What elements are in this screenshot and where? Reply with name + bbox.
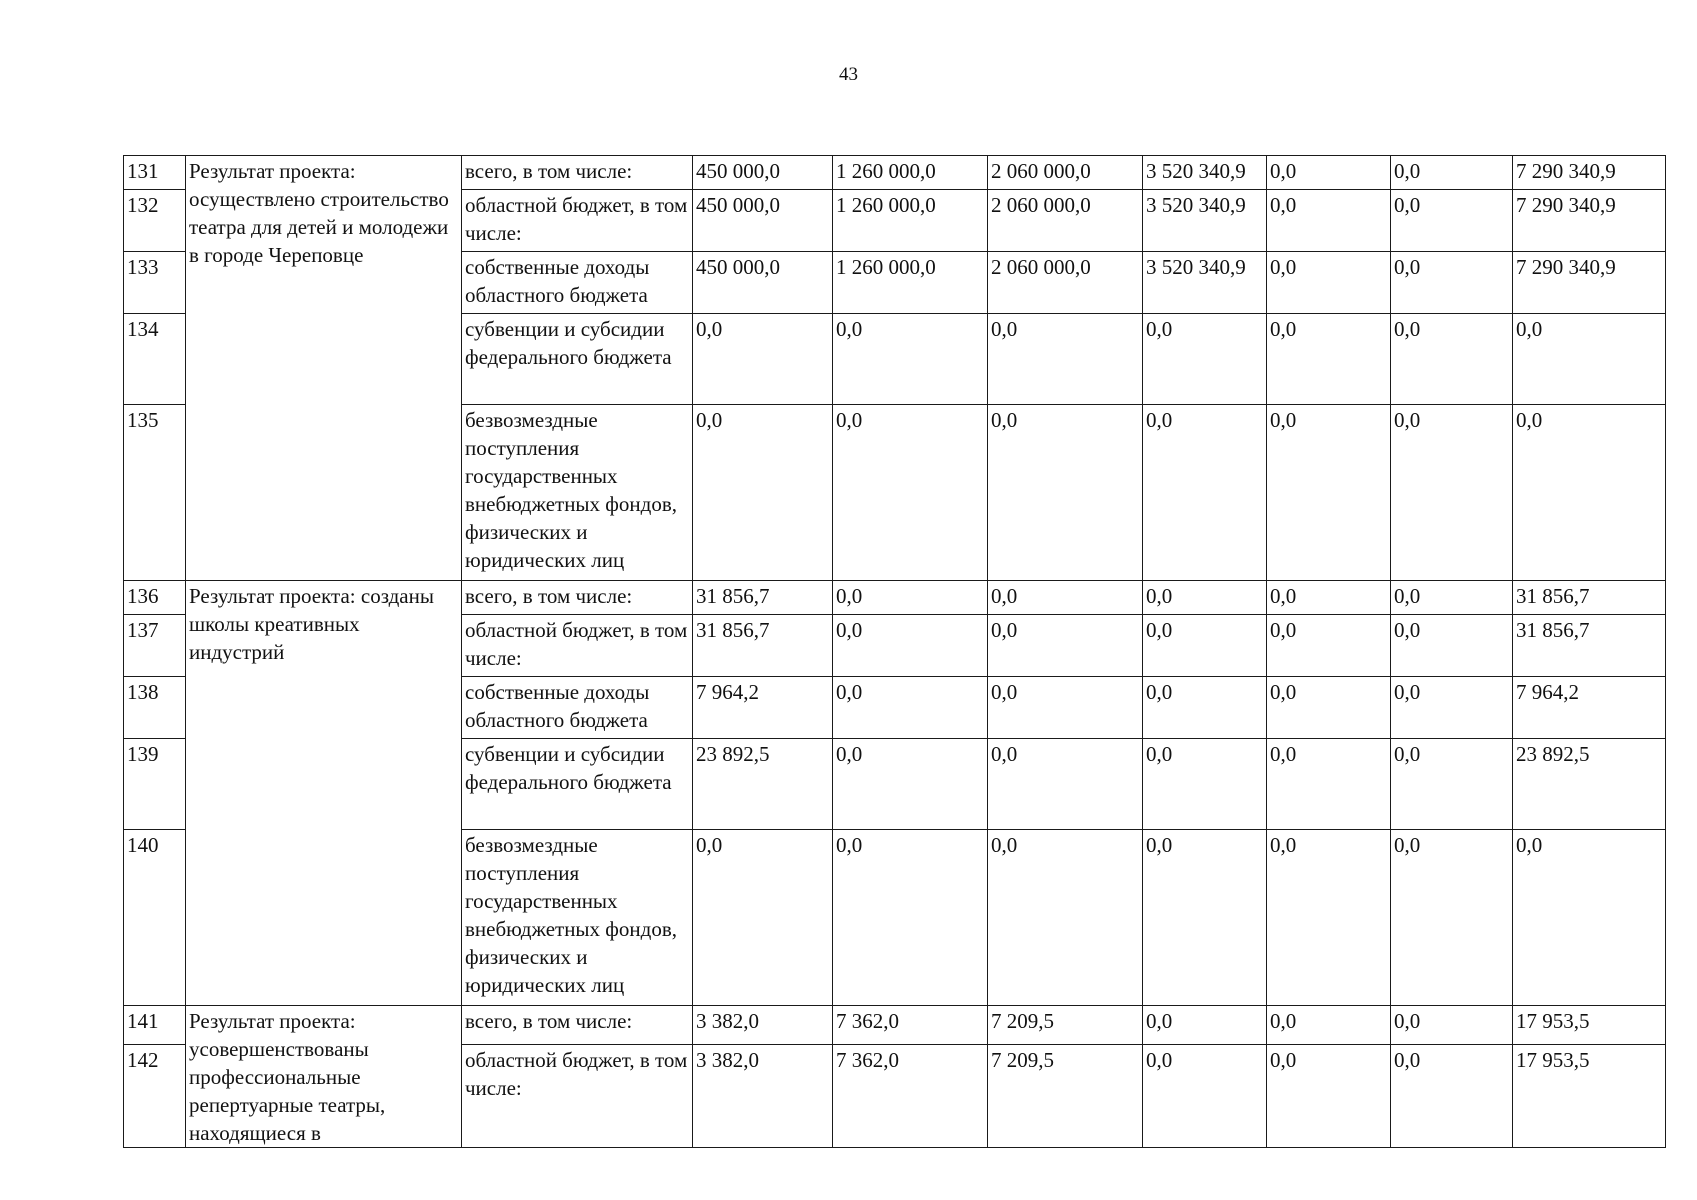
total-value-cell: 31 856,7: [1513, 581, 1666, 615]
total-value-cell: 23 892,5: [1513, 739, 1666, 830]
amount-cell: 0,0: [833, 615, 988, 677]
amount-cell: 0,0: [833, 830, 988, 1006]
funding-source-cell: областной бюджет, в том числе:: [462, 615, 693, 677]
row-number-cell: 134: [124, 314, 186, 405]
amount-cell: 0,0: [693, 830, 833, 1006]
funding-source-cell: собственные доходы областного бюджета: [462, 252, 693, 314]
amount-cell: 0,0: [1391, 830, 1513, 1006]
amount-cell: 0,0: [1267, 739, 1391, 830]
amount-cell: 0,0: [1267, 1006, 1391, 1045]
funding-source-cell: областной бюджет, в том числе:: [462, 1044, 693, 1147]
total-value-cell: 0,0: [1513, 830, 1666, 1006]
amount-cell: 0,0: [1143, 1006, 1267, 1045]
row-number-cell: 136: [124, 581, 186, 615]
amount-cell: 0,0: [1391, 252, 1513, 314]
total-value-cell: 31 856,7: [1513, 615, 1666, 677]
amount-cell: 0,0: [1391, 314, 1513, 405]
amount-cell: 0,0: [1267, 830, 1391, 1006]
row-number-cell: 135: [124, 405, 186, 581]
amount-cell: 450 000,0: [693, 252, 833, 314]
amount-cell: 0,0: [1143, 677, 1267, 739]
funding-source-cell: собственные доходы областного бюджета: [462, 677, 693, 739]
total-value-cell: 0,0: [1513, 314, 1666, 405]
funding-source-cell: субвенции и субсидии федерального бюджета: [462, 739, 693, 830]
table-row: [124, 156, 1666, 190]
total-value-cell: 17 953,5: [1513, 1006, 1666, 1045]
total-value-cell: 17 953,5: [1513, 1044, 1666, 1147]
row-number-cell: 131: [124, 156, 186, 190]
row-number-cell: 138: [124, 677, 186, 739]
row-number-cell: 141: [124, 1006, 186, 1045]
amount-cell: 0,0: [1391, 1006, 1513, 1045]
amount-cell: 3 520 340,9: [1143, 252, 1267, 314]
row-number-cell: 139: [124, 739, 186, 830]
funding-source-cell: всего, в том числе:: [462, 1006, 693, 1045]
amount-cell: 0,0: [988, 739, 1143, 830]
amount-cell: 0,0: [1391, 677, 1513, 739]
amount-cell: 0,0: [1143, 1044, 1267, 1147]
amount-cell: 0,0: [833, 677, 988, 739]
amount-cell: 0,0: [1143, 615, 1267, 677]
amount-cell: 0,0: [1391, 581, 1513, 615]
row-number-cell: 140: [124, 830, 186, 1006]
amount-cell: 0,0: [833, 739, 988, 830]
row-number-cell: 132: [124, 190, 186, 252]
amount-cell: 0,0: [1267, 405, 1391, 581]
amount-cell: 7 362,0: [833, 1044, 988, 1147]
amount-cell: 1 260 000,0: [833, 252, 988, 314]
total-value-cell: 7 964,2: [1513, 677, 1666, 739]
funding-source-cell: безвозмездные поступления государственных внебюджетных фондов, физических и юридических лиц: [462, 405, 693, 581]
amount-cell: 31 856,7: [693, 581, 833, 615]
funding-source-cell: областной бюджет, в том числе:: [462, 190, 693, 252]
amount-cell: 0,0: [988, 405, 1143, 581]
amount-cell: 0,0: [1267, 156, 1391, 190]
amount-cell: 0,0: [1391, 739, 1513, 830]
amount-cell: 0,0: [1391, 156, 1513, 190]
amount-cell: 7 362,0: [833, 1006, 988, 1045]
amount-cell: 0,0: [988, 677, 1143, 739]
amount-cell: 0,0: [1143, 314, 1267, 405]
amount-cell: 3 382,0: [693, 1044, 833, 1147]
table-body: [124, 156, 1666, 1148]
amount-cell: 0,0: [1267, 1044, 1391, 1147]
budget-table: [123, 155, 1666, 1148]
row-number-cell: 142: [124, 1044, 186, 1147]
amount-cell: 0,0: [988, 830, 1143, 1006]
table-row: [124, 1006, 1666, 1045]
amount-cell: 450 000,0: [693, 190, 833, 252]
amount-cell: 31 856,7: [693, 615, 833, 677]
page-number: 43: [839, 64, 858, 85]
amount-cell: 0,0: [833, 581, 988, 615]
funding-source-cell: всего, в том числе:: [462, 581, 693, 615]
project-result-cell: Результат проекта: осуществлено строительство театра для детей и молодежи в городе Череповце: [186, 156, 462, 581]
amount-cell: 2 060 000,0: [988, 252, 1143, 314]
amount-cell: 0,0: [1143, 739, 1267, 830]
amount-cell: 0,0: [1143, 405, 1267, 581]
amount-cell: 1 260 000,0: [833, 190, 988, 252]
total-value-cell: 7 290 340,9: [1513, 252, 1666, 314]
amount-cell: 2 060 000,0: [988, 156, 1143, 190]
funding-source-cell: субвенции и субсидии федерального бюджета: [462, 314, 693, 405]
amount-cell: 0,0: [988, 615, 1143, 677]
amount-cell: 0,0: [1267, 190, 1391, 252]
amount-cell: 0,0: [833, 314, 988, 405]
amount-cell: 0,0: [693, 314, 833, 405]
amount-cell: 0,0: [988, 314, 1143, 405]
amount-cell: 7 964,2: [693, 677, 833, 739]
amount-cell: 2 060 000,0: [988, 190, 1143, 252]
project-result-cell: Результат проекта: созданы школы креативных индустрий: [186, 581, 462, 1006]
project-result-cell: Результат проекта: усовершенствованы профессиональные репертуарные театры, находящиеся в: [186, 1006, 462, 1148]
amount-cell: 0,0: [833, 405, 988, 581]
amount-cell: 0,0: [1391, 1044, 1513, 1147]
amount-cell: 0,0: [693, 405, 833, 581]
amount-cell: 3 520 340,9: [1143, 156, 1267, 190]
amount-cell: 3 520 340,9: [1143, 190, 1267, 252]
amount-cell: 0,0: [1391, 190, 1513, 252]
amount-cell: 3 382,0: [693, 1006, 833, 1045]
amount-cell: 7 209,5: [988, 1006, 1143, 1045]
amount-cell: 1 260 000,0: [833, 156, 988, 190]
amount-cell: 0,0: [1267, 581, 1391, 615]
amount-cell: 23 892,5: [693, 739, 833, 830]
amount-cell: 0,0: [1391, 405, 1513, 581]
amount-cell: 0,0: [988, 581, 1143, 615]
funding-source-cell: безвозмездные поступления государственных внебюджетных фондов, физических и юридических лиц: [462, 830, 693, 1006]
funding-source-cell: всего, в том числе:: [462, 156, 693, 190]
amount-cell: 0,0: [1267, 677, 1391, 739]
row-number-cell: 137: [124, 615, 186, 677]
amount-cell: 450 000,0: [693, 156, 833, 190]
amount-cell: 0,0: [1143, 581, 1267, 615]
total-value-cell: 0,0: [1513, 405, 1666, 581]
amount-cell: 0,0: [1267, 314, 1391, 405]
amount-cell: 0,0: [1267, 615, 1391, 677]
amount-cell: 0,0: [1391, 615, 1513, 677]
amount-cell: 0,0: [1143, 830, 1267, 1006]
row-number-cell: 133: [124, 252, 186, 314]
total-value-cell: 7 290 340,9: [1513, 190, 1666, 252]
amount-cell: 7 209,5: [988, 1044, 1143, 1147]
amount-cell: 0,0: [1267, 252, 1391, 314]
total-value-cell: 7 290 340,9: [1513, 156, 1666, 190]
table-row: [124, 581, 1666, 615]
